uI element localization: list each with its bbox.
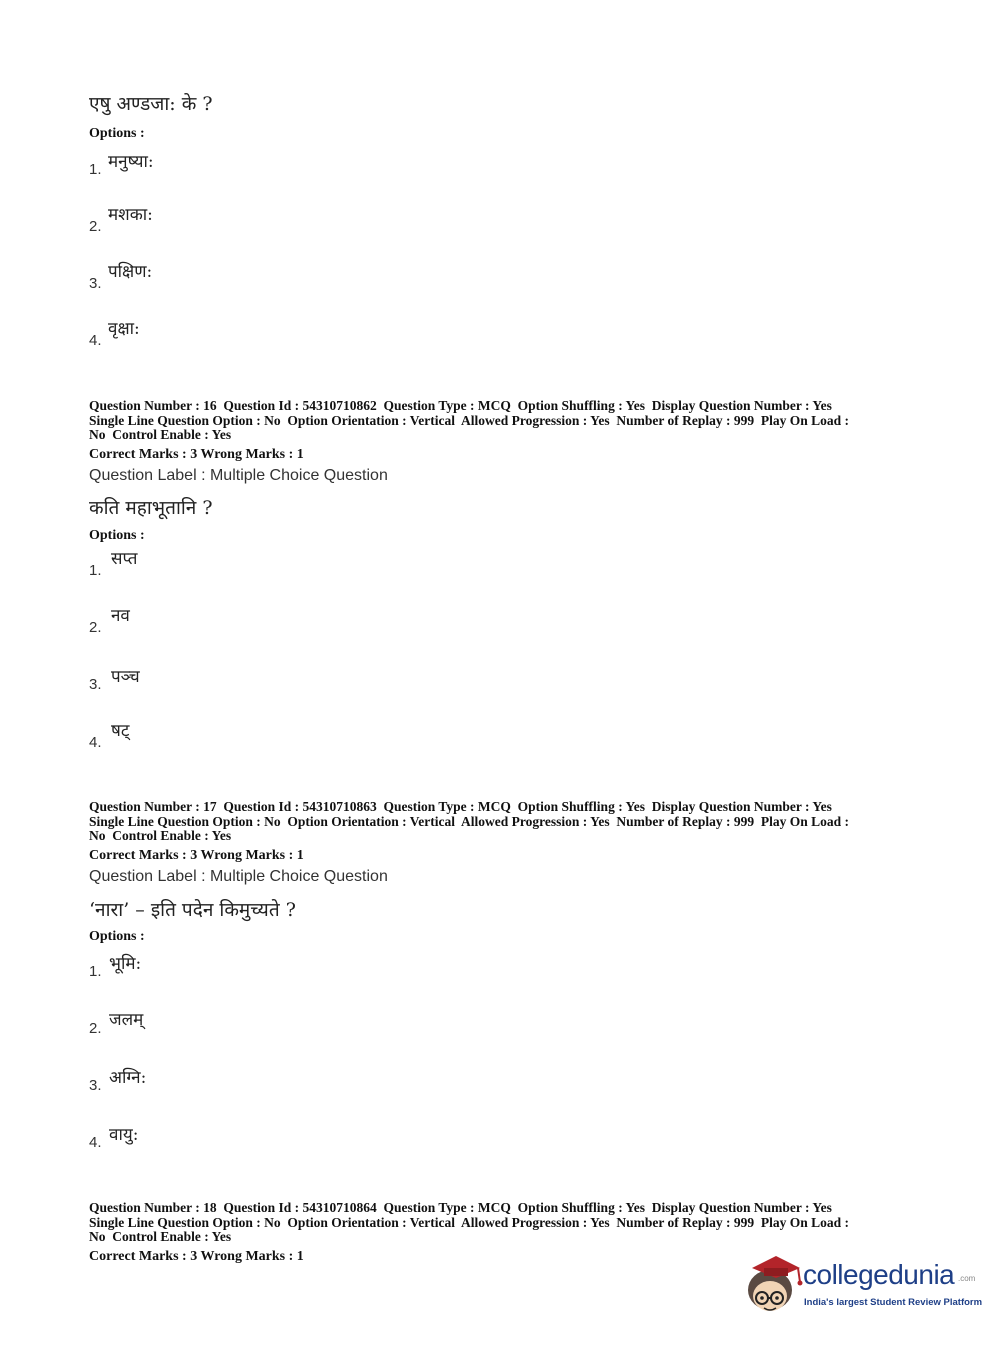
question-label: Question Label : Multiple Choice Question bbox=[89, 467, 388, 484]
option-text[interactable]: षट् bbox=[111, 721, 130, 741]
collegedunia-logo bbox=[742, 1248, 983, 1320]
option-number: 4. bbox=[89, 734, 102, 751]
option-number: 4. bbox=[89, 332, 102, 349]
marks-info: Correct Marks : 3 Wrong Marks : 1 bbox=[89, 447, 304, 462]
logo-tagline: India's largest Student Review Platform bbox=[804, 1297, 983, 1308]
logo-dotcom: .com bbox=[958, 1274, 976, 1283]
option-text[interactable]: मनुष्या: bbox=[108, 152, 154, 172]
option-number: 1. bbox=[89, 161, 102, 178]
question-text: कति महाभूतानि ? bbox=[89, 497, 213, 519]
option-number: 1. bbox=[89, 562, 102, 579]
option-number: 3. bbox=[89, 1077, 102, 1094]
option-text[interactable]: वृक्षा: bbox=[108, 319, 140, 339]
option-text[interactable]: अग्नि: bbox=[109, 1068, 147, 1088]
option-text[interactable]: मशका: bbox=[108, 205, 153, 225]
question-meta: Question Number : 16 Question Id : 54310710862 Question Type : MCQ Option Shuffling : Yes Display Question Number : Yes Single Line Question Option : No Option Orientation : Vertical Allowed Progression : Yes Number of Replay : 999 Play On Load : No Control Enable : Yes bbox=[89, 398, 850, 442]
options-label: Options : bbox=[89, 528, 145, 543]
question-meta: Question Number : 17 Question Id : 54310710863 Question Type : MCQ Option Shuffling : Yes Display Question Number : Yes Single Line Question Option : No Option Orientation : Vertical Allowed Progression : Yes Number of Replay : 999 Play On Load : No Control Enable : Yes bbox=[89, 799, 850, 843]
student-mascot-icon bbox=[742, 1250, 806, 1316]
option-number: 2. bbox=[89, 1020, 102, 1037]
option-number: 2. bbox=[89, 619, 102, 636]
question-label: Question Label : Multiple Choice Question bbox=[89, 868, 388, 885]
option-text[interactable]: जलम् bbox=[109, 1010, 144, 1030]
logo-wordmark: collegedunia bbox=[803, 1259, 955, 1290]
option-text[interactable]: पक्षिण: bbox=[108, 262, 153, 282]
option-text[interactable]: नव bbox=[111, 606, 130, 626]
options-label: Options : bbox=[89, 929, 145, 944]
option-number: 3. bbox=[89, 676, 102, 693]
option-text[interactable]: सप्त bbox=[111, 549, 138, 569]
question-text: एषु अण्डजा: के ? bbox=[89, 93, 213, 115]
option-text[interactable]: पञ्च bbox=[111, 667, 140, 687]
option-number: 2. bbox=[89, 218, 102, 235]
option-number: 3. bbox=[89, 275, 102, 292]
question-meta: Question Number : 18 Question Id : 54310710864 Question Type : MCQ Option Shuffling : Yes Display Question Number : Yes Single Line Question Option : No Option Orientation : Vertical Allowed Progression : Yes Number of Replay : 999 Play On Load : No Control Enable : Yes bbox=[89, 1200, 850, 1244]
option-text[interactable]: भूमि: bbox=[109, 954, 142, 974]
marks-info: Correct Marks : 3 Wrong Marks : 1 bbox=[89, 1249, 304, 1264]
marks-info: Correct Marks : 3 Wrong Marks : 1 bbox=[89, 848, 304, 863]
option-text[interactable]: वायु: bbox=[109, 1125, 139, 1145]
option-number: 1. bbox=[89, 963, 102, 980]
question-text: ‘नारा’ – इति पदेन किमुच्यते ? bbox=[89, 899, 296, 921]
option-number: 4. bbox=[89, 1134, 102, 1151]
options-label: Options : bbox=[89, 126, 145, 141]
